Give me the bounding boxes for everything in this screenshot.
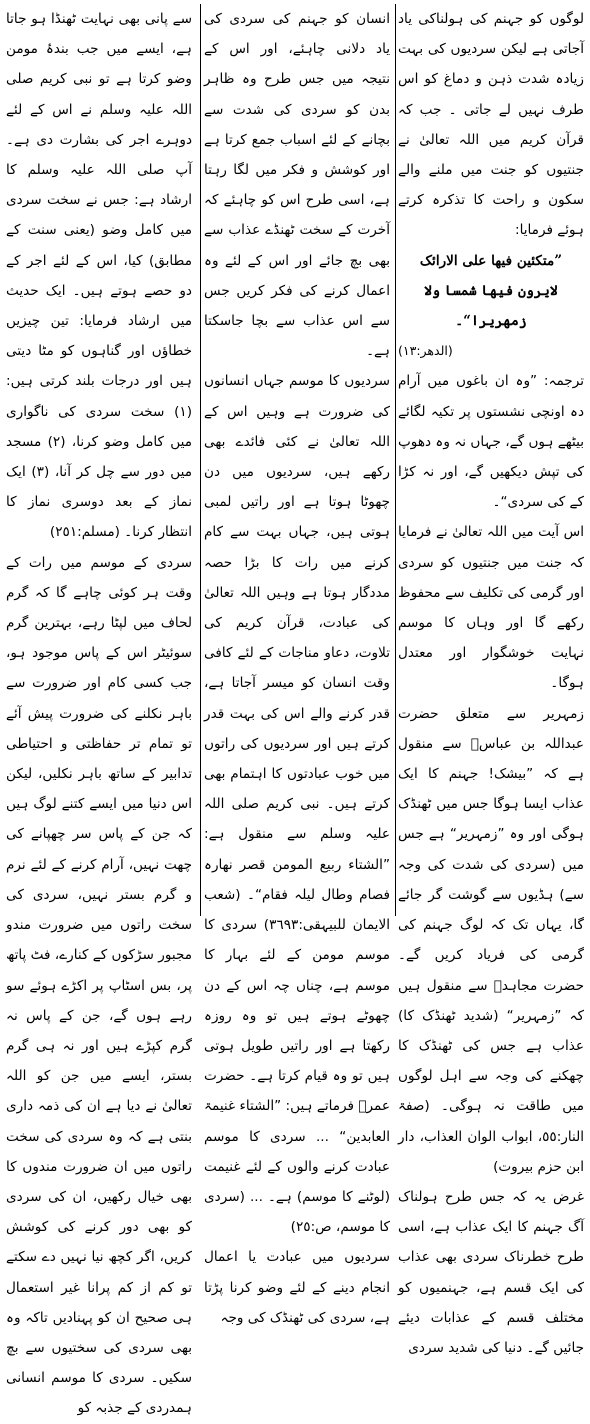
paragraph: ترجمہ: ”وہ ان باغوں میں آرام دہ اونچی نشستوں پر تکیہ لگائے بیٹھے ہوں گے، جہاں نہ وہ دھوپ کی تپش دیکھیں گے، اور نہ کڑا کے کی سردی“۔ — [398, 373, 584, 511]
paragraph: سردی کے موسم میں رات کے وقت ہر کوئی چاہے گا کہ گرم لحاف میں لپٹا رہے، بہترین گرم سوئیٹر اس کے پاس موجود ہو، جب کسی کام اور ضرورت سے باہر نکلنے کی ضرورت پیش آئے تو تمام تر حفاظتی و احتیاطی تدابیر کے ساتھ باہر نکلیں، لیکن اس دنیا میں ایسے کتنے لوگ ہیں کہ جن کے پاس سر چھپانے کی چھت نہیں، آرام کرنے کے لئے نرم و گرم بستر نہیں، سردی کی سخت راتوں میں ضرورت مندو مجبور سڑکوں کے کنارے، فٹ پاتھ پر، بس اسٹاپ پر اکڑے ہوئے سو رہے ہوں گے، جن کے پاس نہ گرم کپڑے ہیں اور نہ ہی گرم بستر، ایسے میں جن کو اللہ تعالیٰ نے دیا ہے ان کی ذمہ داری بنتی ہے کہ وہ سردی کی سخت راتوں میں ان ضرورت مندوں کا بھی خیال رکھیں، ان کی سردی کو بھی دور کرنے کی کوشش کریں، اگر کچھ نیا نہیں دے سکتے تو کم از کم پرانا غیر استعمال ہی صحیح ان کو پہنادیں تاکہ وہ بھی سردی کی سختیوں سے بچ سکیں۔ سردی کا موسم انسانی ہمدردی کے جذبہ کو — [6, 554, 192, 1417]
quran-verse: ”متکئین فیھا علی الارائک — [419, 252, 563, 269]
paragraph: سردیوں میں عبادت یا اعمال انجام دینے کے لئے وضو کرنا پڑتا ہے، سردی کی ٹھنڈک کی وجہ — [204, 1249, 390, 1326]
reference: (الدھر:١٣) — [398, 343, 453, 359]
paragraph: سردیوں کا موسم جہاں انسانوں کی ضرورت ہے وہیں اس کے اللہ تعالیٰ نے کئی فائدے بھی رکھے ہیں، سردیوں میں دن چھوٹا ہوتا ہے اور راتیں لمبی ہوتی ہیں، جہاں بہت سے کام کرنے میں رات کا بڑا حصہ مددگار ہوتا ہے وہیں اللہ تعالیٰ کی عبادت، قرآن کریم کی تلاوت، دعاو مناجات کے لئے کافی وقت انسان کو میسر آجاتا ہے، قدر کرنے والے اس کی بہت قدر کرتے ہیں اور سردیوں کی راتوں میں خوب عبادتوں کا اہتمام بھی کرتے ہیں۔ نبی کریم صلی اللہ علیہ وسلم سے منقول ہے: ”الشتاء ربیع المومن قصر نھارہ فصام وطال لیلہ فقام“۔ (شعب الایمان للبیہقی:٣٦٩٣) سردی کا موسم مومن کے لئے بہار کا موسم ہے، چناں چہ اس کے دن چھوٹے ہوتے ہیں تو وہ روزہ رکھتا ہے اور راتیں طویل ہوتی ہیں تو وہ قیام کرتا ہے۔ حضرت عمرؓ فرماتے ہیں: ”الشتاء غنیمۃ العابدین“ ... سردی کا موسم عبادت کرنے والوں کے لئے غنیمت (لوٹنے کا موسم) ہے۔ ... (سردی کا موسم، ص:٢٥) — [204, 373, 390, 1236]
paragraph: لوگوں کو جہنم کی ہولناکی یاد آجاتی ہے لیکن سردیوں کی بہت زیادہ شدت ذہن و دماغ کو اس طرف نہیں لے جاتی ۔ جب کہ قرآن کریم میں اللہ تعالیٰ نے جنتیوں کو جنت میں ملنے والے سکون و راحت کا تذکرہ کرتے ہوئے فرمایا: — [398, 11, 584, 239]
paragraph: سے پانی بھی نہایت ٹھنڈا ہو جاتا ہے، ایسے میں جب بندۂ مومن وضو کرتا ہے تو نبی کریم صلی اللہ علیہ وسلم نے اس کے لئے دوہرے اجر کی بشارت دی ہے۔ آپ صلی اللہ علیہ وسلم کا ارشاد ہے: جس نے سخت سردی میں کامل وضو (یعنی سنت کے مطابق) کیا، اس کے لئے اجر کے دو حصے ہوتے ہیں۔ ایک حدیث میں ارشاد فرمایا: تین چیزیں خطاؤں اور گناہوں کو مٹا دیتی ہیں اور درجات بلند کرتی ہیں: (١) سخت سردی کی ناگواری میں کامل وضو کرنا، (٢) مسجد میں دور سے چل کر آنا، (٣) ایک نماز کے بعد دوسری نماز کا انتظار کرنا۔ (مسلم:٢٥١) — [6, 11, 192, 541]
column-divider — [395, 4, 396, 916]
column-right — [398, 4, 584, 1356]
column-divider — [200, 4, 201, 916]
column-middle — [204, 4, 390, 1326]
page — [6, 4, 584, 1417]
paragraph: انسان کو جہنم کی سردی کی یاد دلانی چاہئے، اور اس کے نتیجہ میں جس طرح وہ ظاہر بدن کو سردی کی شدت سے بچانے کے لئے اسباب جمع کرتا ہے اور کوشش و فکر میں لگا رہتا ہے، اسی طرح اس کو چاہئے کہ آخرت کے سخت ٹھنڈے عذاب سے بھی بچ جائے اور اس کے لئے وہ اعمال کرنے کی فکر کریں جس سے اس عذاب سے بچا جاسکتا ہے۔ — [204, 11, 390, 360]
column-left — [6, 4, 192, 1417]
paragraph: غرض یہ کہ جس طرح ہولناک آگ جہنم کا ایک عذاب ہے، اسی طرح خطرناک سردی بھی عذاب کی ایک قسم ہے، جہنمیوں کو مختلف قسم کے عذابات دیئے جائیں گے۔ دنیا کی شدید سردی — [398, 1188, 584, 1356]
paragraph: اس آیت میں اللہ تعالیٰ نے فرمایا کہ جنت میں جنتیوں کو سردی اور گرمی کی تکلیف سے محفوظ رکھے گا اور وہاں کا موسم نہایت خوشگوار اور معتدل ہوگا۔ — [398, 524, 584, 692]
paragraph: زمہریر سے متعلق حضرت عبداللہ بن عباسؓ سے منقول ہے کہ ”بیشک! جہنم کا ایک عذاب ایسا ہوگا جس میں ٹھنڈک ہوگی اور وہ ”زمہریر“ ہے جس میں (سردی کی شدت کی وجہ سے) ہڈیوں سے گوشت گر جائے گا، یہاں تک کہ لوگ جہنم کی گرمی کی فریاد کریں گے۔ حضرت مجاہدؒ سے منقول ہیں کہ ”زمہریر“ (شدید ٹھنڈک کا) عذاب ہے جس کی ٹھنڈک کا چھکنے کی وجہ سے اہل لوگوں میں طاقت نہ ہوگی۔ (صفۃ النار:٥٥، ابواب الوان العذاب، دار ابن حزم بیروت) — [398, 705, 584, 1175]
quran-verse: لایرون فیھا شمسا ولا زمھریرا“۔ — [424, 282, 558, 330]
